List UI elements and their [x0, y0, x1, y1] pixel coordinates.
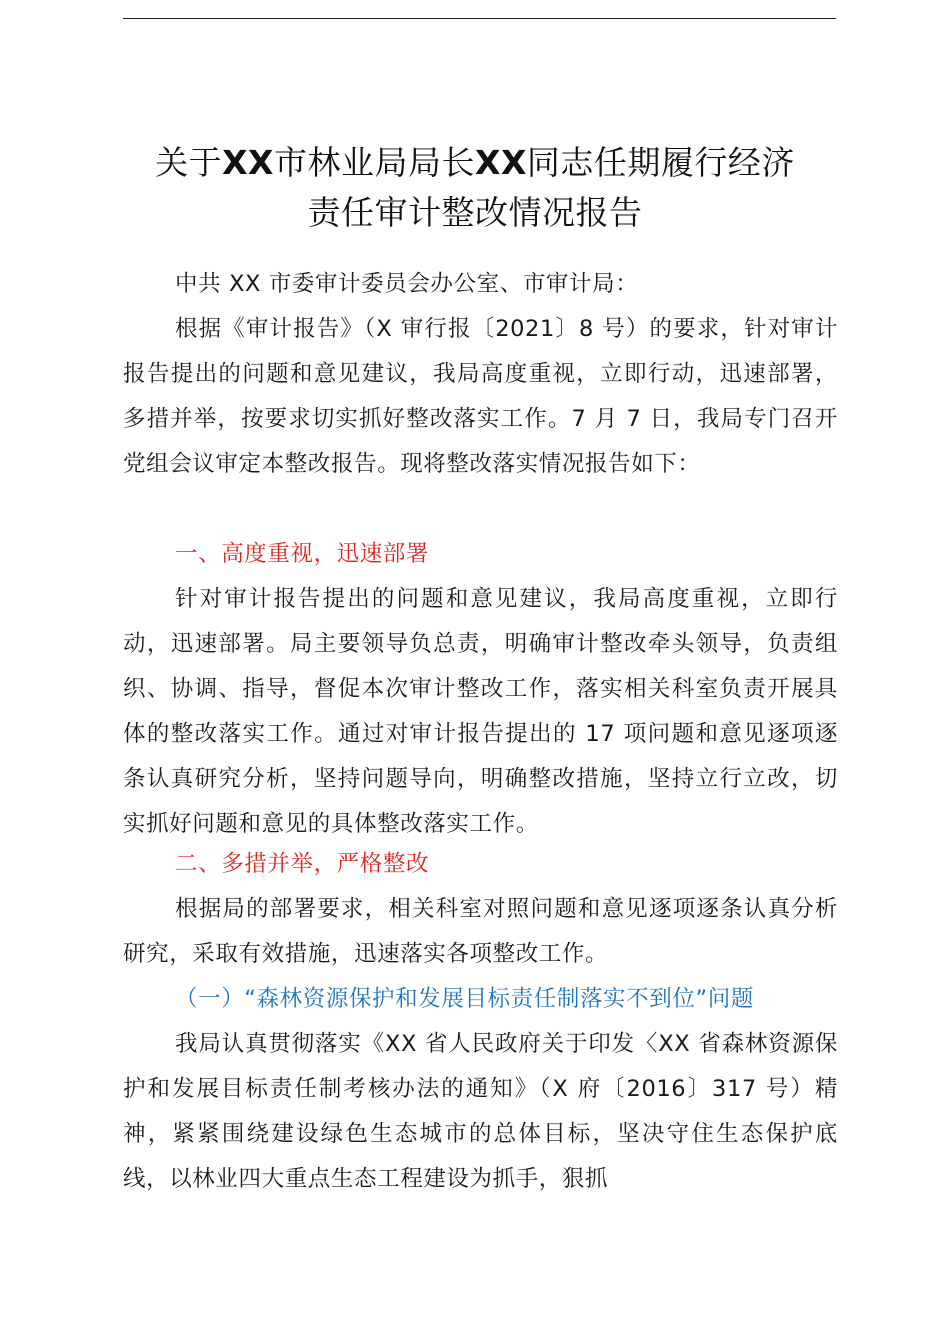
title-text-b: XX [222, 143, 274, 182]
header-rule [123, 18, 836, 19]
document-title-line-2: 责任审计整改情况报告 [307, 193, 643, 232]
section-heading-2: 二、多措并举，严格整改 [175, 851, 430, 877]
section-heading-1: 一、高度重视，迅速部署 [175, 541, 430, 567]
subsection-heading-1: （一）“森林资源保护和发展目标责任制落实不到位”问题 [175, 986, 754, 1012]
section-1-paragraph: 针对审计报告提出的问题和意见建议，我局高度重视，立即行动，迅速部署。局主要领导负总责，明确审计整改牵头领导，负责组织、协调、指导，督促本次审计整改工作，落实相关科室负责开展具体的整改落实工作。通过对审计报告提出的 17 项问题和意见逐项逐条认真研究分析，坚持问题导向，明确整改措施，坚持立行立改，切实抓好问题和意见的具体整改落实工作。 [123, 586, 838, 837]
intro-paragraph: 根据《审计报告》（X 审行报〔2021〕8 号）的要求，针对审计报告提出的问题和意见建议，我局高度重视，立即行动，迅速部署，多措并举，按要求切实抓好整改落实工作。7 月 7 日，我局专门召开党组会议审定本整改报告。现将整改落实情况报告如下： [123, 316, 838, 477]
section-2-paragraph: 根据局的部署要求，相关科室对照问题和意见逐项逐条认真分析研究，采取有效措施，迅速落实各项整改工作。 [123, 896, 838, 967]
title-text-d: XX [475, 143, 527, 182]
title-text-e: 同志任期履行经济 [526, 143, 795, 182]
salutation: 中共 XX 市委审计委员会办公室、市审计局： [175, 271, 639, 297]
title-text-a: 关于 [155, 143, 223, 182]
subsection-1-paragraph: 我局认真贯彻落实《XX 省人民政府关于印发〈XX 省森林资源保护和发展目标责任制考核办法的通知》（X 府〔2016〕317 号）精神，紧紧围绕建设绿色生态城市的总体目标，坚决守住生态保护底线，以林业四大重点生态工程建设为抓手，狠抓 [123, 1031, 838, 1192]
document-title-line-1 [100, 140, 850, 186]
title-text-c: 市林业局局长 [274, 143, 475, 182]
